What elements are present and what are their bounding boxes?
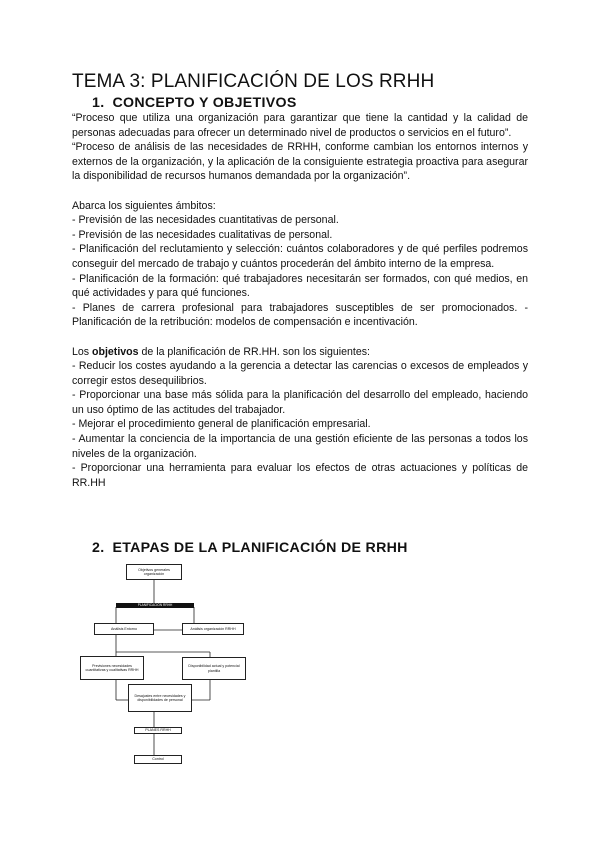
objetivos-bold: objetivos [92, 345, 139, 358]
ambito-item: - Previsión de las necesidades cualitativas de personal. [72, 228, 333, 241]
diagram-box-desajustes: Desajustes entre necesidades y disponibilidades de personal [128, 684, 192, 712]
diagram-box-analisis-organizacion: Análisis organización RRHH [182, 623, 244, 635]
definition-2: “Proceso de análisis de las necesidades de RRHH, conforme cambian los entornos internos y externos de la organización, y la aplicación de la consiguiente estrategia proactiva para asegurar la disponibilidad de recursos humanos demandada por la organización”. [72, 141, 528, 183]
ambito-item: - Planes de carrera profesional para trabajadores susceptibles de ser promocionados. - Planificación de la retribución: modelos de compensación e incentivación. [72, 301, 528, 329]
objetivos-intro: Los objetivos de la planificación de RR.HH. son los siguientes: [72, 345, 370, 358]
objetivo-item: - Proporcionar una herramienta para evaluar los efectos de otras actuaciones y políticas de RR.HH [72, 462, 528, 489]
objetivo-item: - Aumentar la conciencia de la importancia de una gestión eficiente de las personas a todos los niveles de la organización. [72, 433, 528, 460]
page-title: TEMA 3: PLANIFICACIÓN DE LOS RRHH [72, 71, 435, 92]
ambito-item: - Previsión de las necesidades cuantitativas de personal. [72, 214, 339, 227]
section-1-number: 1. [92, 95, 105, 111]
diagram-box-analisis-entorno: Análisis Entorno [94, 623, 154, 635]
objetivo-item: - Proporcionar una base más sólida para la planificación del desarrollo del empleado, haciendo un uso óptimo de las actitudes del trabajador. [72, 389, 528, 416]
section-1-heading [92, 95, 297, 111]
objetivo-item: - Reducir los costes ayudando a la gerencia a detectar las carencias o excesos de empleados y corregir estos desequilibrios. [72, 360, 528, 387]
section-1-title: CONCEPTO Y OBJETIVOS [112, 95, 297, 111]
diagram-box-planes: PLANES RRHH [134, 727, 182, 734]
section-2-number: 2. [92, 540, 105, 556]
objetivo-item: - Mejorar el procedimiento general de planificación empresarial. [72, 418, 371, 431]
diagram-box-previsiones: Previsiones necesidades cuantitativas y cualitativas RRHH [80, 656, 144, 680]
diagram-box-disponibilidad: Disponibilidad actual y potencial plantilla [182, 657, 246, 680]
definition-1: “Proceso que utiliza una organización para garantizar que tiene la cantidad y la calidad de personas adecuadas para ofrecer un determinado nivel de productos o servicios en el futuro”. [72, 112, 528, 139]
ambito-item: - Planificación de la formación: qué trabajadores necesitarán ser formados, con qué medios, en qué actividades y para qué funciones. [72, 272, 528, 300]
diagram-box-planificacion: PLANIFICACIÓN RRHH [116, 603, 194, 608]
section-2-heading [92, 540, 408, 556]
diagram-box-control: Control [134, 755, 182, 764]
diagram-box-objetivos: Objetivos generales organización [126, 564, 182, 580]
section-2-title: ETAPAS DE LA PLANIFICACIÓN DE RRHH [112, 540, 408, 556]
stages-diagram [70, 560, 270, 775]
ambito-item: - Planificación del reclutamiento y selección: cuántos colaboradores y de qué perfiles podremos conseguir del mercado de trabajo y cuántos procederán del ámbito interno de la empresa. [72, 243, 528, 270]
ambitos-intro: Abarca los siguientes ámbitos: [72, 199, 216, 212]
section-1-body [72, 111, 528, 490]
